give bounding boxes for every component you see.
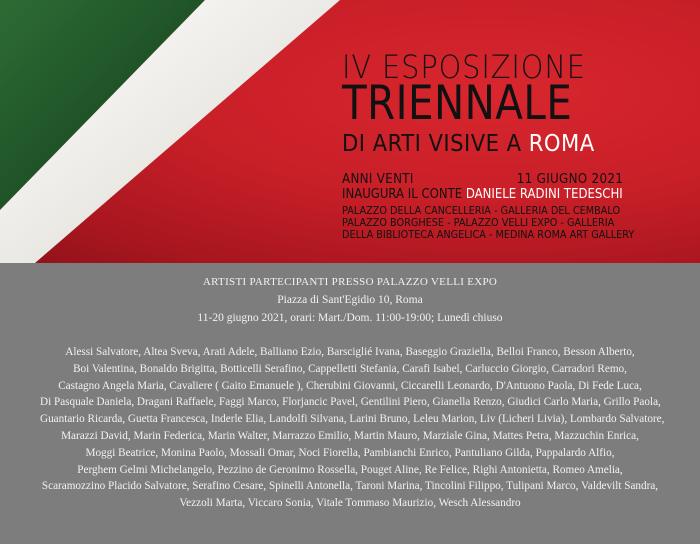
exhibition-poster [0, 0, 700, 263]
exhibition-info [0, 263, 700, 327]
artists-line: Boi Valentina, Bonaldo Brigitta, Botticelli Serafino, Cappelletti Stefania, Carafi Isabel, Carluccio Giorgio, Carradori Remo, [73, 362, 627, 375]
venue-line: PALAZZO BORGHESE - PALAZZO VELLI EXPO - GALLERIA [342, 216, 615, 229]
subtitle-row [342, 172, 624, 187]
inauguration-prefix: INAUGURA IL CONTE [342, 187, 466, 202]
title-line-2: TRIENNALE [342, 76, 573, 131]
subtitle-theme: ANNI VENTI [342, 172, 414, 187]
title-line-3-text: DI ARTI VISIVE A [342, 131, 529, 157]
artists-line: Vezzoli Marta, Viccaro Sonia, Vitale Tommaso Maurizio, Wesch Alessandro [179, 497, 521, 510]
inauguration-name: DANIELE RADINI TEDESCHI [465, 187, 623, 202]
info-hours: 11-20 giugno 2021, orari: Mart./Dom. 11:00-19:00; Lunedì chiuso [197, 312, 503, 324]
inauguration-line [342, 187, 623, 202]
info-address: Piazza di Sant'Egidio 10, Roma [277, 294, 423, 306]
artists-line: Guantario Ricarda, Guetta Francesca, Inderle Elia, Landolfi Silvana, Larini Bruno, Leleu Marion, Liv (Licheri Livia), Lombardo Salvatore, [40, 413, 665, 426]
title-city: ROMA [528, 131, 595, 157]
title-line-3 [342, 131, 595, 157]
venue-line: PALAZZO DELLA CANCELLERIA - GALLERIA DEL CEMBALO [342, 204, 621, 217]
artists-line: Moggi Beatrice, Monina Paolo, Mossali Omar, Noci Fiorella, Pambianchi Enrico, Pantuliano Gilda, Pappalardo Alfio, [85, 446, 615, 459]
artists-line: Castagno Angela Maria, Cavaliere ( Gaito Emanuele ), Cherubini Giovanni, Ciccarelli Leonardo, D'Antuono Paola, Di Fede Luca, [58, 379, 642, 392]
artists-line: Scaramozzino Placido Salvatore, Serafino Cesare, Spinelli Antonella, Taroni Marina, Tincolini Filippo, Tulipani Marco, Valdevilt Sandra, [41, 480, 659, 493]
artists-line: Perghem Gelmi Michelangelo, Pezzino de Geronimo Rossella, Pouget Aline, Re Felice, Righi Antonietta, Romeo Amelia, [77, 463, 623, 476]
artists-line: Di Pasquale Daniela, Dragani Raffaele, Faggi Marco, Florjancic Pavel, Gentilini Piero, Gianella Renzo, Giudici Carlo Maria, Grillo Paola, [40, 396, 661, 409]
info-heading: ARTISTI PARTECIPANTI PRESSO PALAZZO VELLI EXPO [202, 276, 498, 288]
subtitle-date: 11 GIUGNO 2021 [516, 172, 624, 187]
artists-line: Marazzi David, Marin Federica, Marin Walter, Marrazzo Emilio, Martin Mauro, Marziale Gina, Mattes Petra, Mazzuchin Enrica, [61, 429, 639, 442]
artists-line: Alessi Salvatore, Altea Sveva, Arati Adele, Balliano Ezio, Barsciglié Ivana, Baseggio Graziella, Belloi Franco, Besson Alberto, [65, 346, 635, 358]
artists-list [40, 344, 665, 512]
title-line-1: IV ESPOSIZIONE [342, 48, 586, 86]
venue-line: DELLA BIBLIOTECA ANGELICA - MEDINA ROMA ART GALLERY [342, 228, 635, 241]
